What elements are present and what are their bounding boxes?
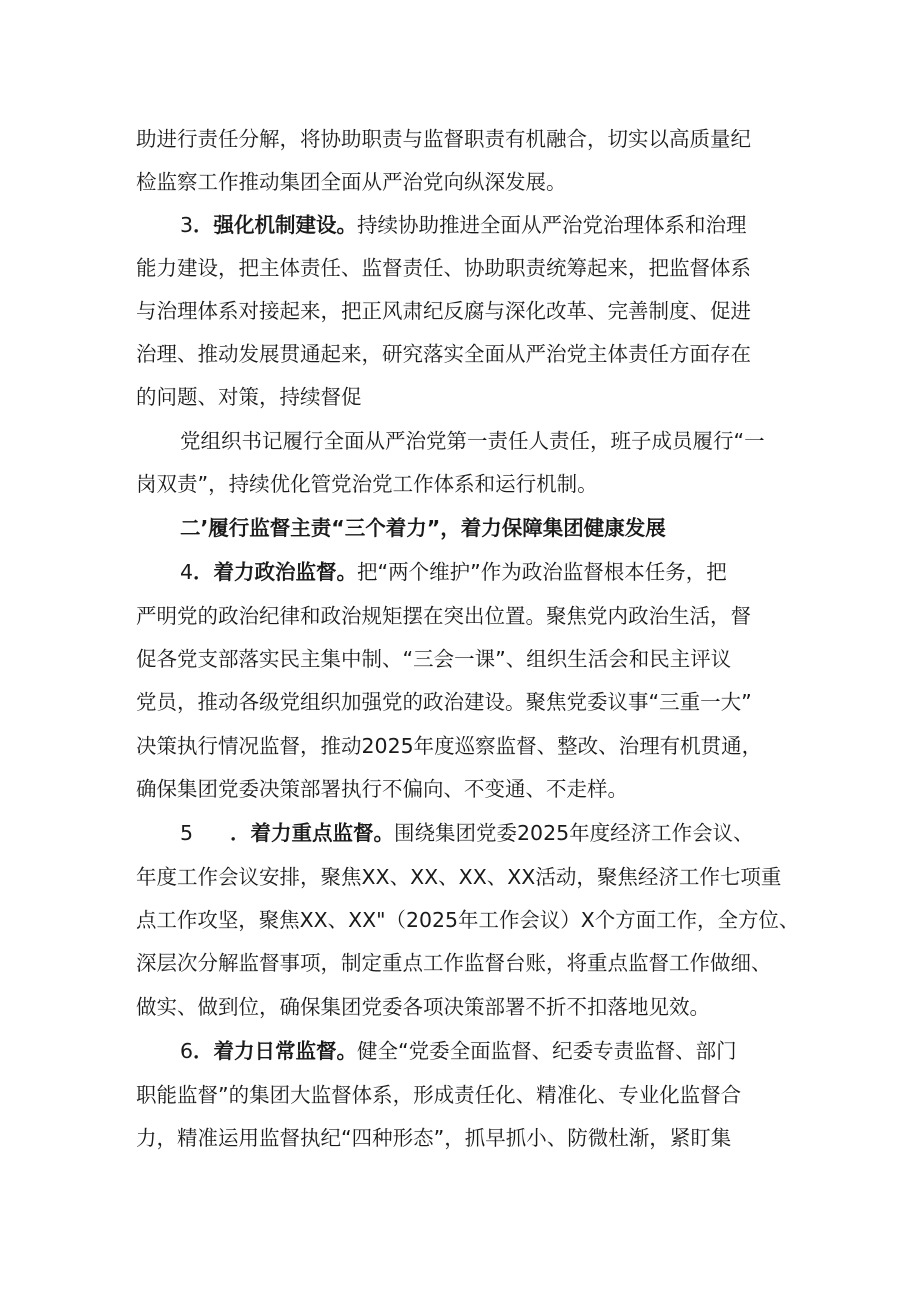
item-heading: ．着力日常监督。	[193, 1039, 358, 1063]
paragraph-line: 年度工作会议安排，聚焦XX、XX、XX、XX活动，聚焦经济工作七项重	[136, 865, 782, 889]
paragraph-text: 围绕集团党委2025年度经济工作会议、	[394, 821, 754, 845]
paragraph-3-first-line	[180, 210, 747, 240]
paragraph-line: 严明党的政治纪律和政治规矩摆在突出位置。聚焦党内政治生活，督	[136, 604, 751, 628]
item-heading: ．强化机制建设。	[193, 213, 358, 237]
paragraph-line: 促各党支部落实民主集中制、“三会一课”、组织生活会和民主评议	[136, 647, 732, 671]
paragraph-line: 能力建设，把主体责任、监督责任、协助职责统筹起来，把监督体系	[136, 256, 751, 280]
paragraph-text: 健全“党委全面监督、纪委专责监督、部门	[357, 1039, 737, 1063]
paragraph-line: 职能监督”的集团大监督体系，形成责任化、精准化、专业化监督合	[136, 1083, 742, 1107]
item-heading: ．着力政治监督。	[193, 560, 358, 584]
paragraph-line: 做实、做到位，确保集团党委各项决策部署不折不扣落地见效。	[136, 995, 710, 1019]
paragraph-line: 助进行责任分解，将协助职责与监督职责有机融合，切实以高质量纪	[136, 127, 751, 151]
paragraph-line: 岗双责”，持续优化管党治党工作体系和运行机制。	[136, 472, 598, 496]
paragraph-line: 的问题、对策，持续督促	[136, 385, 362, 409]
paragraph-line: 力，精准运用监督执纪“四种形态”，抓早抓小、防微杜渐，紧盯集	[136, 1126, 732, 1150]
paragraph-6-first-line	[180, 1036, 737, 1066]
paragraph-line: 与治理体系对接起来，把正风肃纪反腐与深化改革、完善制度、促进	[136, 299, 751, 323]
paragraph-line: 决策执行情况监督，推动2025年度巡察监督、整改、治理有机贯通，	[136, 734, 763, 758]
paragraph-5-first-line	[180, 818, 754, 848]
paragraph-text: 持续协助推进全面从严治党治理体系和治理	[357, 213, 747, 237]
paragraph-line: 点工作攻坚，聚焦XX、XX"（2025年工作会议）X个方面工作，全方位、	[136, 908, 800, 932]
paragraph-line: 确保集团党委决策部署执行不偏向、不变通、不走样。	[136, 777, 628, 801]
paragraph-line: 党员，推动各级党组织加强党的政治建设。聚焦党委议事“三重一大”	[136, 690, 752, 714]
item-number: 4	[180, 560, 194, 584]
item-number: 6	[180, 1039, 194, 1063]
paragraph-line: 检监察工作推动集团全面从严治党向纵深发展。	[136, 170, 567, 194]
item-number: 3	[180, 213, 194, 237]
paragraph-line: 深层次分解监督事项，制定重点工作监督台账，将重点监督工作做细、	[136, 951, 772, 975]
section-heading: 二’履行监督主责“三个着力”，着力保障集团健康发展	[180, 516, 666, 540]
paragraph-line: 治理、推动发展贯通起来，研究落实全面从严治党主体责任方面存在	[136, 342, 751, 366]
item-heading: ．着力重点监督。	[230, 821, 394, 845]
item-number: 5	[180, 821, 194, 845]
paragraph-text: 把“两个维护”作为政治监督根本任务，把	[357, 560, 727, 584]
paragraph-line: 党组织书记履行全面从严治党第一责任人责任，班子成员履行“一	[180, 429, 765, 453]
paragraph-4-first-line	[180, 557, 727, 587]
